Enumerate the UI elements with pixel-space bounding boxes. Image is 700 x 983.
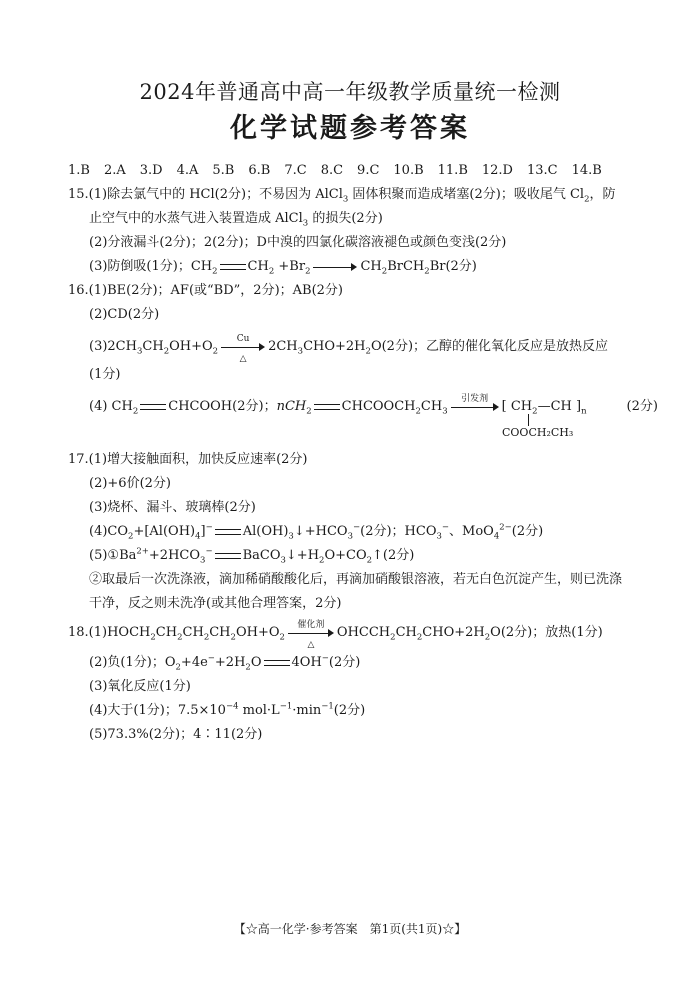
branch-bond-line <box>528 414 529 426</box>
mc-answer: 9.C <box>357 163 380 178</box>
q16-part4: (4) $CH_2$ CHCOOH(2分)；nCH$_2$ $CHCOOCH_2CH_3$ 引发剂 [ $CH_2—CH$ ]$_n$ (2分) <box>89 393 658 417</box>
mc-answer: 2.A <box>103 163 126 178</box>
mc-answer: 11.B <box>437 163 468 178</box>
q15-part1-line1: 15.(1)除去氯气中的 HCl(2分)；不易因为 AlCl$_3$ 固体积聚而造成堵塞(2分)；吸收尾气 $Cl_2$，防 <box>68 187 616 205</box>
q16-part3-line2: (1分) <box>89 367 121 382</box>
mc-answer: 3.D <box>139 163 163 178</box>
q16-part3-line1: $(3)2CH_3CH_2OH+O_2$ Cu △ $2CH_3CHO+2H_2O(2$分)；乙醇的催化氧化反应是放热反应 <box>89 333 609 364</box>
equals-sign-icon <box>264 660 290 666</box>
page-title: 2024年普通高中高一年级教学质量统一检测 <box>139 80 561 104</box>
q18-part5: (5)73.3%(2分)；4∶11(2分) <box>89 727 263 742</box>
q17-part1: 17.(1)增大接触面积，加快反应速率(2分) <box>68 452 308 467</box>
reaction-arrow-icon: 催化剂 △ <box>288 628 334 638</box>
mc-answer: 5.B <box>212 163 235 178</box>
q18-part1: $18.(1)HOCH_2CH_2CH_2CH_2OH+O_2$ 催化剂 △ $OHCCH_2CH_2CHO+2H_2O(2$分)；放热(1分) <box>68 619 603 650</box>
q17-part3: (3)烧杯、漏斗、玻璃棒(2分) <box>89 500 256 515</box>
mc-answer: 8.C <box>320 163 344 178</box>
mc-answer: 6.B <box>248 163 271 178</box>
mc-answer: 12.D <box>481 163 513 178</box>
equals-sign-icon <box>215 529 241 535</box>
q16-part1: 16.(1)BE(2分)；AF(或“BD”，2分)；AB(2分) <box>68 283 343 298</box>
double-bond-icon <box>314 404 340 410</box>
mc-answer: 10.B <box>393 163 424 178</box>
double-bond-icon <box>140 404 166 410</box>
mc-answer: 14.B <box>571 163 602 178</box>
reaction-arrow-icon: 引发剂 <box>451 402 499 412</box>
mc-answers-row <box>68 162 602 180</box>
mc-answer: 4.A <box>176 163 199 178</box>
q16-part2: (2)CD(2分) <box>89 307 160 322</box>
mc-answer: 7.C <box>284 163 307 178</box>
q17-part5: $(5)①Ba^{2+}+2HCO_3^-$ $BaCO_3↓+H_2O+CO_2↑(2$分) <box>89 546 415 566</box>
q18-part4: (4)大于(1分)；$7.5\times 10^{-4}$ $mol\cdot L^{-1}\cdot\min^{-1}(2$分) <box>89 701 366 718</box>
reaction-arrow-icon: Cu △ <box>221 342 265 352</box>
q15-part1-line2: 止空气中的水蒸气进入装置造成 AlCl$_3$ 的损失(2分) <box>89 211 383 229</box>
q17-part5-note-line1: ②取最后一次洗涤液，滴加稀硝酸酸化后，再滴加硝酸银溶液，若无白色沉淀产生，则已洗涤 <box>89 572 623 587</box>
mc-answer: 13.C <box>526 163 558 178</box>
q16-branch-group: COOCH₂CH₃ <box>502 426 574 439</box>
q15-part3: (3)防倒吸(1分)；$CH_2$ $CH_2 +Br_2$ $CH_2BrCH_2Br(2$分) <box>89 259 477 277</box>
q18-part2: (2)负(1分)；$O_2+4e^-+2H_2O$ 4OH−(2分) <box>89 653 361 673</box>
q17-part5-note-line2: 干净，反之则未洗净(或其他合理答案，2分) <box>89 596 342 611</box>
page-subtitle: 化学试题参考答案 <box>230 113 470 144</box>
q15-part2: (2)分液漏斗(2分)；2(2分)；D中溴的四氯化碳溶液褪色或颜色变浅(2分) <box>89 235 507 250</box>
q18-part3: (3)氧化反应(1分) <box>89 679 191 694</box>
q17-part2: (2)+6价(2分) <box>89 476 171 491</box>
mc-answer: 1.B <box>68 163 90 178</box>
q17-part4: $(4)CO_2+[Al(OH)_4]^-$ $Al(OH)_3↓+HCO_3^-(2$分)；$HCO_3^-$、MoO$_4^{2-}$(2分) <box>89 522 544 542</box>
double-bond-icon <box>220 264 246 270</box>
reaction-arrow-icon <box>313 262 357 272</box>
page-footer: 【☆高一化学·参考答案 第1页(共1页)☆】 <box>233 922 467 936</box>
equals-sign-icon <box>215 553 241 559</box>
